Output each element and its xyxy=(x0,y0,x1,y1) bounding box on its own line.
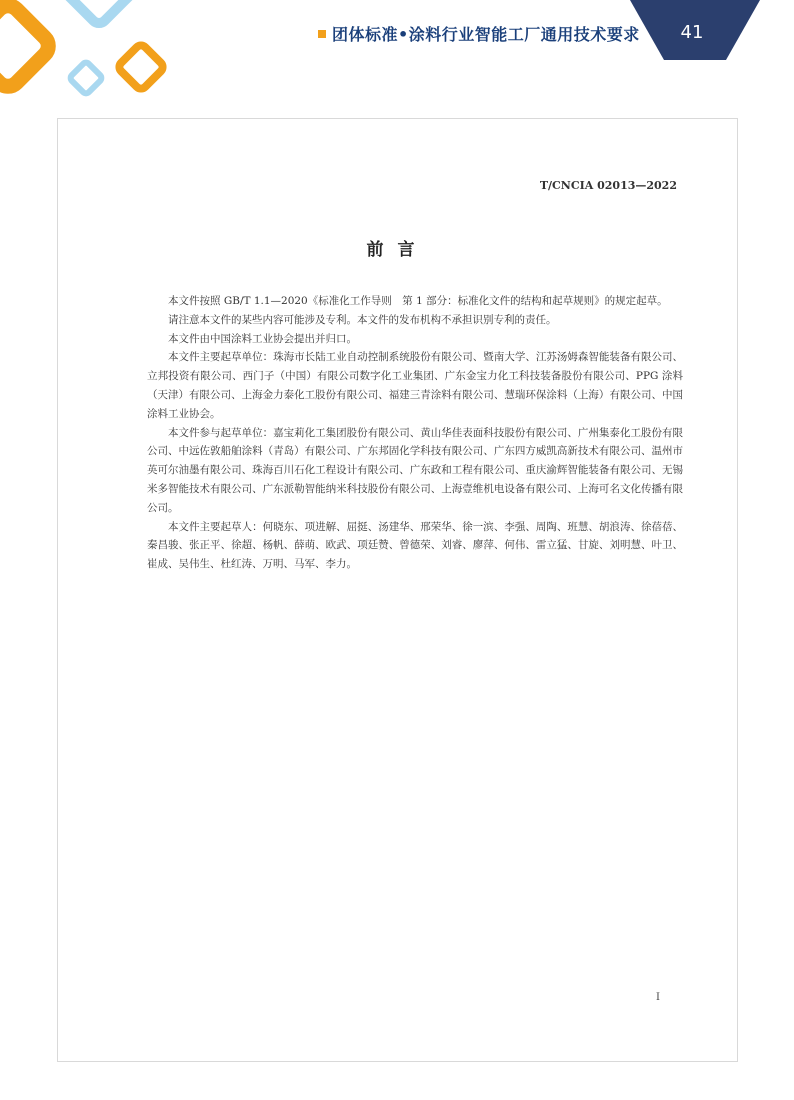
header-title: 团体标准•涂料行业智能工厂通用技术要求 xyxy=(318,22,640,45)
paragraph: 本文件主要起草单位：珠海市长陆工业自动控制系统股份有限公司、暨南大学、江苏汤姆森智能装备有限公司、立邦投资有限公司、西门子（中国）有限公司数字化工业集团、广东金宝力化工科技装备股份有限公司、PPG 涂料（天津）有限公司、上海金力泰化工股份有限公司、福建三青涂料有限公司、慧瑞环保涂料（上海）有限公司、中国涂料工业协会。 xyxy=(147,351,683,420)
paragraph: 本文件由中国涂料工业协会提出并归口。 xyxy=(168,332,357,345)
document-page xyxy=(57,118,738,1062)
standard-number: T/CNCIA 02013—2022 xyxy=(539,179,677,192)
document-title: 前言 xyxy=(366,240,429,260)
footer-page-number: I xyxy=(656,992,660,1003)
paragraph: 本文件按照 GB/T 1.1—2020《标准化工作导则 第 1 部分：标准化文件的结构和起草规则》的规定起草。 xyxy=(168,295,668,307)
page-number: 41 xyxy=(680,22,704,43)
corner-decoration xyxy=(0,0,200,115)
foreword-body xyxy=(147,292,683,574)
paragraph: 请注意本文件的某些内容可能涉及专利。本文件的发布机构不承担识别专利的责任。 xyxy=(168,313,557,326)
paragraph: 本文件参与起草单位：嘉宝莉化工集团股份有限公司、黄山华佳表面科技股份有限公司、广州集泰化工股份有限公司、中远佐敦船舶涂料（青岛）有限公司、广东邦固化学科技有限公司、广东四方威凯高新技术有限公司、温州市英可尔油墨有限公司、珠海百川石化工程设计有限公司、广东政和工程有限公司、重庆渝辉智能装备有限公司、无锡米多智能技术有限公司、广东派勒智能纳米科技股份有限公司、上海壹维机电设备有限公司、上海可名文化传播有限公司。 xyxy=(147,426,683,514)
paragraph: 本文件主要起草人：何晓东、项进解、屈挺、汤建华、邢荣华、徐一滨、李强、周陶、班慧、胡浪涛、徐蓓蓓、秦昌骏、张正平、徐超、杨帆、薛萌、欧武、项廷赞、曾德荣、刘睿、廖萍、何伟、雷立猛、甘旋、刘明慧、叶卫、崔成、吴伟生、杜红涛、万明、马军、李力。 xyxy=(147,520,683,571)
header-bullet-icon xyxy=(318,30,326,38)
